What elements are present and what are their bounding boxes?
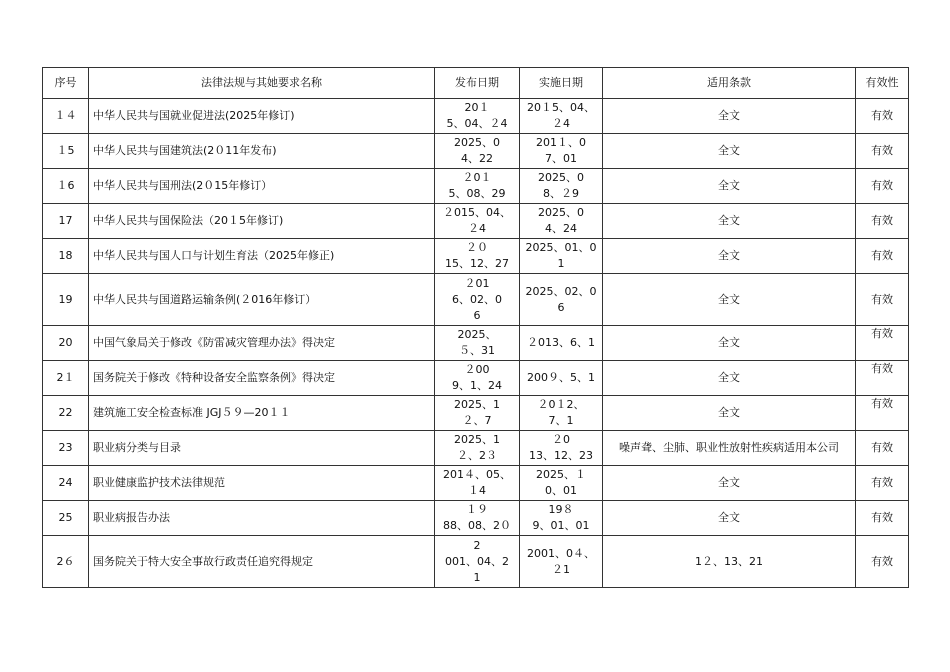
cell-effective-date: 20１5、04、 ２4 (520, 99, 603, 134)
cell-publish-date: ２01 6、02、0 6 (435, 274, 520, 326)
cell-name: 中华人民共与国建筑法(2０11年发布) (89, 134, 435, 169)
cell-clause: 全文 (603, 396, 856, 431)
cell-effective-date: 2025、01、0 1 (520, 239, 603, 274)
cell-validity: 有效 (856, 536, 909, 588)
cell-clause: 全文 (603, 501, 856, 536)
cell-seq: １5 (43, 134, 89, 169)
cell-validity: 有效 (856, 204, 909, 239)
header-publish-date: 发布日期 (435, 68, 520, 99)
cell-name: 中国气象局关于修改《防雷减灾管理办法》得决定 (89, 326, 435, 361)
table-row (43, 396, 909, 431)
cell-validity: 有效 (856, 431, 909, 466)
cell-publish-date: １９ 88、08、2０ (435, 501, 520, 536)
header-row (43, 68, 909, 99)
cell-clause: 全文 (603, 326, 856, 361)
cell-seq: 24 (43, 466, 89, 501)
table-row (43, 169, 909, 204)
cell-validity: 有效 (856, 361, 909, 396)
table-row (43, 466, 909, 501)
table-row (43, 536, 909, 588)
cell-clause: 全文 (603, 274, 856, 326)
cell-seq: 2６ (43, 536, 89, 588)
cell-publish-date: 201４、05、 １4 (435, 466, 520, 501)
cell-seq: 2１ (43, 361, 89, 396)
table-row (43, 326, 909, 361)
header-name: 法律法规与其她要求名称 (89, 68, 435, 99)
cell-name: 中华人民共与国刑法(2０15年修订） (89, 169, 435, 204)
cell-name: 职业病分类与目录 (89, 431, 435, 466)
table-row (43, 274, 909, 326)
cell-validity: 有效 (856, 466, 909, 501)
cell-name: 职业健康监护技术法律规范 (89, 466, 435, 501)
table-row (43, 99, 909, 134)
table-row (43, 239, 909, 274)
cell-clause: 1２、13、21 (603, 536, 856, 588)
header-seq: 序号 (43, 68, 89, 99)
cell-effective-date: ２0 13、12、23 (520, 431, 603, 466)
cell-effective-date: 2025、0 8、２9 (520, 169, 603, 204)
cell-name: 建筑施工安全检查标准 JGJ５９—20１１ (89, 396, 435, 431)
cell-effective-date: 2025、02、0 6 (520, 274, 603, 326)
regulations-table (42, 67, 909, 588)
cell-validity: 有效 (856, 169, 909, 204)
cell-validity: 有效 (856, 274, 909, 326)
cell-clause: 全文 (603, 204, 856, 239)
cell-seq: 18 (43, 239, 89, 274)
cell-name: 国务院关于特大安全事故行政责任追究得规定 (89, 536, 435, 588)
table-row (43, 134, 909, 169)
cell-publish-date: 2025、1 ２、7 (435, 396, 520, 431)
cell-effective-date: ２0１2、 7、1 (520, 396, 603, 431)
cell-clause: 全文 (603, 169, 856, 204)
cell-publish-date: ２00 9、1、24 (435, 361, 520, 396)
table-row (43, 361, 909, 396)
cell-seq: 22 (43, 396, 89, 431)
header-validity: 有效性 (856, 68, 909, 99)
cell-clause: 噪声聋、尘肺、职业性放射性疾病适用本公司 (603, 431, 856, 466)
cell-publish-date: 2025、 ５、31 (435, 326, 520, 361)
cell-seq: 17 (43, 204, 89, 239)
cell-validity: 有效 (856, 396, 909, 431)
cell-name: 中华人民共与国道路运输条例(２016年修订） (89, 274, 435, 326)
cell-seq: １6 (43, 169, 89, 204)
cell-validity: 有效 (856, 134, 909, 169)
table-row (43, 204, 909, 239)
cell-validity: 有效 (856, 501, 909, 536)
header-effective-date: 实施日期 (520, 68, 603, 99)
cell-clause: 全文 (603, 134, 856, 169)
cell-effective-date: 200９、5、1 (520, 361, 603, 396)
cell-name: 中华人民共与国就业促进法(2025年修订) (89, 99, 435, 134)
cell-effective-date: 2025、１ 0、01 (520, 466, 603, 501)
cell-publish-date: 2025、1 ２、2３ (435, 431, 520, 466)
cell-name: 中华人民共与国保险法（20１5年修订) (89, 204, 435, 239)
cell-publish-date: ２０ 15、12、27 (435, 239, 520, 274)
cell-validity: 有效 (856, 99, 909, 134)
cell-publish-date: 2 001、04、2 1 (435, 536, 520, 588)
cell-effective-date: 2025、0 4、24 (520, 204, 603, 239)
cell-effective-date: ２013、6、1 (520, 326, 603, 361)
cell-clause: 全文 (603, 361, 856, 396)
cell-seq: 20 (43, 326, 89, 361)
cell-clause: 全文 (603, 239, 856, 274)
cell-publish-date: ２015、04、 ２4 (435, 204, 520, 239)
cell-seq: １４ (43, 99, 89, 134)
cell-seq: 19 (43, 274, 89, 326)
cell-publish-date: ２0１ 5、08、29 (435, 169, 520, 204)
cell-seq: 23 (43, 431, 89, 466)
cell-publish-date: 2025、0 4、22 (435, 134, 520, 169)
table-row (43, 501, 909, 536)
cell-name: 职业病报告办法 (89, 501, 435, 536)
cell-validity: 有效 (856, 326, 909, 361)
table-row (43, 431, 909, 466)
cell-clause: 全文 (603, 466, 856, 501)
cell-effective-date: 2001、0４、 ２1 (520, 536, 603, 588)
cell-publish-date: 20１ 5、04、２4 (435, 99, 520, 134)
cell-clause: 全文 (603, 99, 856, 134)
cell-validity: 有效 (856, 239, 909, 274)
cell-effective-date: 19８ 9、01、01 (520, 501, 603, 536)
cell-seq: 25 (43, 501, 89, 536)
cell-effective-date: 201１、0 7、01 (520, 134, 603, 169)
header-applicable-clause: 适用条款 (603, 68, 856, 99)
cell-name: 国务院关于修改《特种设备安全监察条例》得决定 (89, 361, 435, 396)
cell-name: 中华人民共与国人口与计划生育法（2025年修正) (89, 239, 435, 274)
